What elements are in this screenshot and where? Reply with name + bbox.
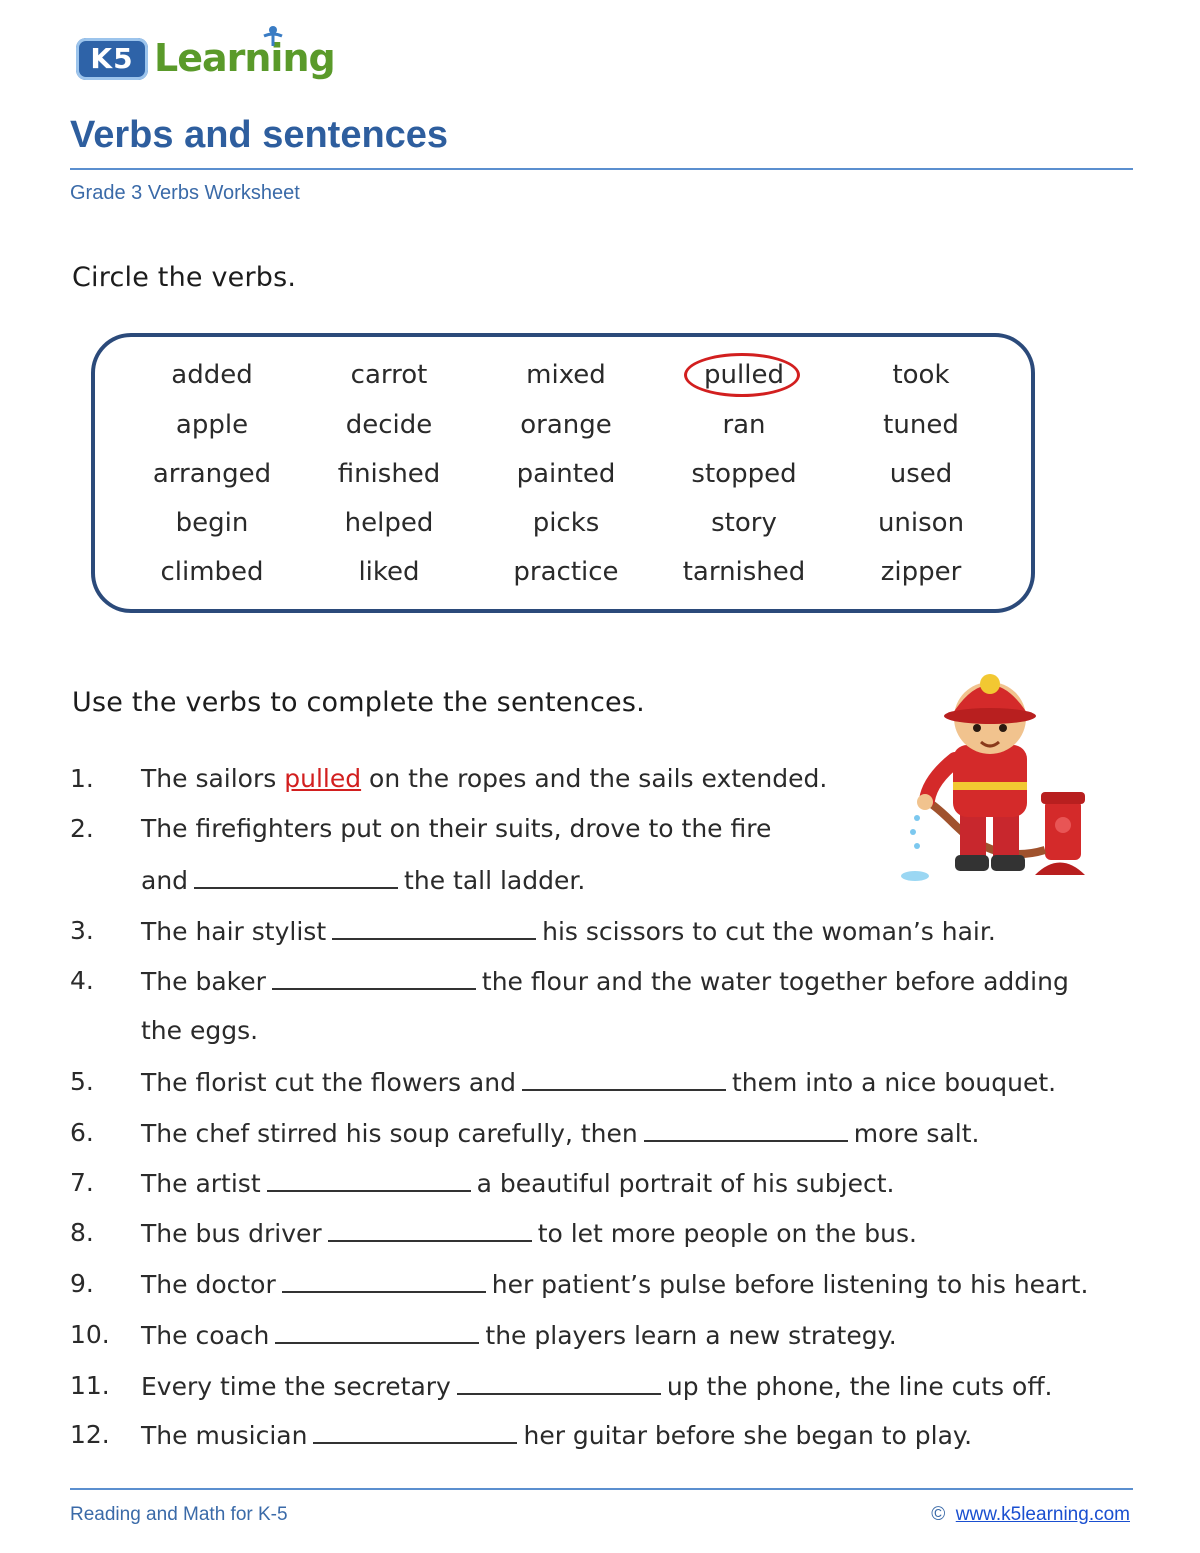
word-bank-item[interactable]: climbed	[160, 557, 264, 587]
sentence-text-before: The sailors	[141, 764, 285, 793]
sentence-text-before: The firefighters put on their suits, drove to the fire	[141, 814, 772, 843]
page-subtitle: Grade 3 Verbs Worksheet	[70, 182, 300, 204]
k5-learning-logo	[76, 28, 336, 88]
sentence-text	[141, 1168, 895, 1198]
sentence-text	[141, 1118, 979, 1148]
word-bank-item[interactable]: added	[171, 360, 253, 390]
sentence-text-after: them into a nice bouquet.	[731, 1068, 1057, 1097]
word-bank-item[interactable]: practice	[513, 557, 619, 587]
word-bank-item[interactable]: pulled	[704, 360, 784, 390]
sentence-text	[141, 865, 585, 895]
sentence-row	[0, 916, 1200, 956]
word-bank-item[interactable]: ran	[722, 410, 766, 440]
word-bank-item[interactable]: orange	[520, 410, 612, 440]
word-bank-item[interactable]: picks	[532, 508, 600, 538]
sentence-row	[0, 1218, 1200, 1258]
sentence-row	[0, 966, 1200, 1006]
word-bank-item[interactable]: liked	[358, 557, 420, 587]
sentence-text-before: The doctor	[141, 1270, 276, 1299]
sentence-number: 2.	[70, 814, 94, 843]
sentence-number: 9.	[70, 1269, 94, 1298]
sentence-number: 12.	[70, 1420, 110, 1449]
sentence-text-after: the tall ladder.	[404, 866, 586, 895]
sentence-number: 6.	[70, 1118, 94, 1147]
footer-copyright	[931, 1504, 1130, 1526]
firefighter-illustration	[895, 650, 1095, 885]
word-bank-item[interactable]: begin	[175, 508, 249, 538]
logo-wordmark: Learning	[154, 36, 335, 80]
sentence-text	[141, 916, 996, 946]
sentence-text-after: the players learn a new strategy.	[485, 1321, 897, 1350]
sentence-text-before: The bus driver	[141, 1219, 322, 1248]
sentence-number: 11.	[70, 1371, 110, 1400]
sentence-text-before: Every time the secretary	[141, 1372, 451, 1401]
sentence-text-before: The chef stirred his soup carefully, then	[141, 1119, 638, 1148]
sentence-text-after: a beautiful portrait of his subject.	[476, 1169, 895, 1198]
word-bank-item[interactable]: story	[711, 508, 777, 538]
footer-tagline: Reading and Math for K-5	[70, 1504, 288, 1525]
sentence-number: 10.	[70, 1320, 110, 1349]
sentence-text-after: on the ropes and the sails extended.	[361, 764, 828, 793]
word-bank-item[interactable]: decide	[345, 410, 433, 440]
sentence-text	[141, 1320, 897, 1350]
sentence-text	[141, 1218, 917, 1248]
answer-blank[interactable]	[644, 1118, 848, 1142]
word-bank-item[interactable]: zipper	[880, 557, 962, 587]
sentence-row	[0, 1371, 1200, 1411]
sentence-text	[141, 966, 1069, 996]
sentence-text	[141, 1067, 1056, 1097]
sentence-text-before: and	[141, 866, 189, 895]
circled-answer-mark	[684, 353, 800, 397]
answer-blank[interactable]	[275, 1320, 479, 1344]
sentence-text-before: The artist	[141, 1169, 261, 1198]
word-bank-item[interactable]: unison	[877, 508, 965, 538]
sentence-text	[141, 1016, 258, 1045]
sentence-row	[0, 1118, 1200, 1158]
sentence-text-after: her guitar before she began to play.	[523, 1421, 973, 1450]
answer-blank[interactable]	[267, 1168, 471, 1192]
sentence-number: 8.	[70, 1218, 94, 1247]
word-bank-item[interactable]: painted	[516, 459, 616, 489]
word-bank-item[interactable]: carrot	[350, 360, 428, 390]
logo-k5-badge: K5	[76, 38, 148, 80]
sentence-text-before: The hair stylist	[141, 917, 327, 946]
sentence-row	[0, 1420, 1200, 1460]
sentence-text-after: her patient’s pulse before listening to his heart.	[491, 1270, 1089, 1299]
sentence-row	[0, 1016, 1200, 1056]
answer-blank[interactable]	[194, 865, 398, 889]
sentence-number: 3.	[70, 916, 94, 945]
word-bank-item[interactable]: took	[892, 360, 950, 390]
sentence-text-after: his scissors to cut the woman’s hair.	[542, 917, 996, 946]
sentence-text	[141, 1420, 972, 1450]
sentence-number: 1.	[70, 764, 94, 793]
footer-link[interactable]: www.k5learning.com	[955, 1504, 1130, 1525]
sentence-text-before: The coach	[141, 1321, 270, 1350]
sentence-text-before: The musician	[141, 1421, 308, 1450]
word-bank-item[interactable]: finished	[337, 459, 441, 489]
sentence-text-before: The florist cut the flowers and	[141, 1068, 516, 1097]
word-bank-item[interactable]: used	[889, 459, 953, 489]
answer-blank[interactable]	[457, 1371, 661, 1395]
word-bank-item[interactable]: tarnished	[682, 557, 806, 587]
word-bank-item[interactable]: apple	[175, 410, 249, 440]
page-title: Verbs and sentences	[70, 114, 449, 156]
sentence-text-before: the eggs.	[141, 1016, 259, 1045]
answer-blank[interactable]	[282, 1269, 486, 1293]
sentence-number: 7.	[70, 1168, 94, 1197]
sentence-text	[141, 814, 771, 843]
sentence-text-before: The baker	[141, 967, 266, 996]
answer-blank[interactable]	[272, 966, 476, 990]
sentence-text	[141, 764, 827, 793]
logo-figure-icon	[260, 24, 286, 50]
sentence-text-after: to let more people on the bus.	[537, 1219, 917, 1248]
answer-blank[interactable]	[332, 916, 536, 940]
word-bank-item[interactable]: helped	[344, 508, 434, 538]
header-divider	[70, 168, 1133, 170]
answer-blank[interactable]	[328, 1218, 532, 1242]
sentence-number: 4.	[70, 966, 94, 995]
word-bank-item[interactable]: arranged	[152, 459, 272, 489]
answer-blank[interactable]	[313, 1420, 517, 1444]
sentence-row	[0, 1269, 1200, 1309]
sentence-row	[0, 1168, 1200, 1208]
section2-instruction: Use the verbs to complete the sentences.	[72, 687, 645, 718]
footer-divider	[70, 1488, 1133, 1490]
sentence-row	[0, 1067, 1200, 1107]
word-bank-item[interactable]: mixed	[526, 360, 606, 390]
word-bank-item[interactable]: stopped	[691, 459, 797, 489]
sentence-text	[141, 1371, 1053, 1401]
sentence-text-after: the flour and the water together before adding	[481, 967, 1069, 996]
copyright-symbol: ©	[931, 1504, 946, 1525]
sentence-text	[141, 1269, 1088, 1299]
filled-answer: pulled	[284, 764, 362, 793]
sentence-row	[0, 1320, 1200, 1360]
sentence-text-after: up the phone, the line cuts off.	[666, 1372, 1053, 1401]
sentence-number: 5.	[70, 1067, 94, 1096]
sentence-text-after: more salt.	[853, 1119, 980, 1148]
section1-instruction: Circle the verbs.	[72, 262, 297, 293]
word-bank-item[interactable]: tuned	[883, 410, 959, 440]
answer-blank[interactable]	[522, 1067, 726, 1091]
